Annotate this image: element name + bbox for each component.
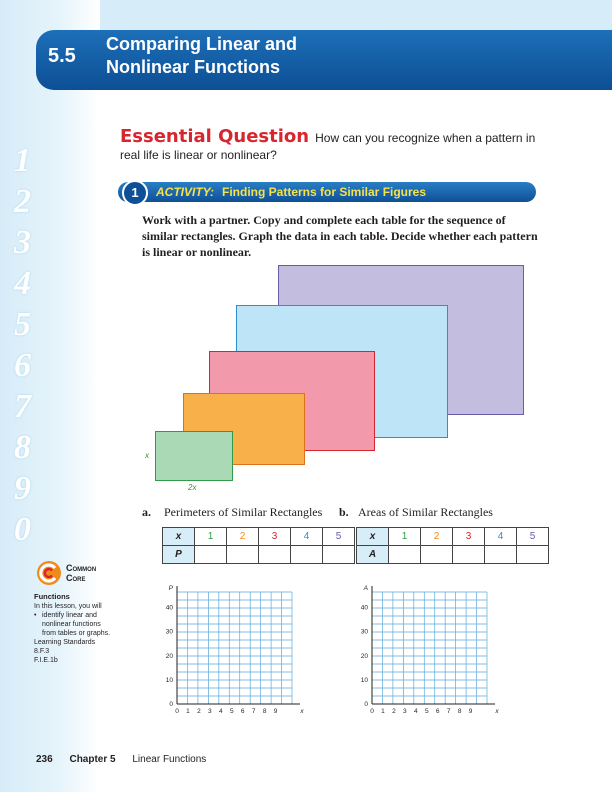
width-label: 2x [188, 483, 197, 492]
y-axis-label: P [168, 585, 173, 592]
x-tick-label: 6 [240, 708, 245, 715]
perimeter-graph[interactable] [155, 582, 305, 722]
x-tick-label: 8 [262, 708, 267, 715]
margin-digits [14, 140, 74, 550]
part-b-title: Areas of Similar Rectangles [358, 505, 493, 519]
margin-digit: 4 [14, 265, 31, 302]
margin-digit: 5 [14, 306, 31, 343]
x-tick-label: 9 [468, 708, 473, 715]
margin-digit: 6 [14, 347, 31, 384]
rectangle-1 [155, 431, 233, 481]
x-tick-label: 9 [273, 708, 278, 715]
table-cell: 5 [517, 528, 549, 546]
y-tick-label: 40 [360, 604, 368, 612]
y-tick-label: 10 [360, 676, 368, 684]
margin-digit: 9 [14, 470, 31, 507]
y-tick-label: 30 [360, 628, 368, 636]
table-cell: 4 [291, 528, 323, 546]
section-title [106, 33, 297, 79]
part-a-letter: a. [142, 505, 151, 519]
x-tick-label: 4 [219, 708, 223, 715]
table-input-cell[interactable] [389, 546, 421, 564]
y-tick-label: 20 [165, 652, 173, 660]
x-tick-label: 2 [392, 708, 396, 715]
table-header-cell: x [357, 528, 389, 546]
part-b-letter: b. [339, 505, 349, 519]
x-tick-label: 3 [208, 708, 212, 715]
x-tick-label: 0 [175, 708, 179, 715]
page-number: 236 [36, 754, 53, 765]
sidebar-bullet: • identify linear and nonlinear functions from tables or graphs. [34, 612, 111, 637]
x-tick-label: 6 [435, 708, 440, 715]
x-tick-label: 0 [370, 708, 374, 715]
table-input-cell[interactable] [485, 546, 517, 564]
table-cell: 5 [323, 528, 355, 546]
x-axis-label: x [300, 708, 304, 715]
table-input-cell[interactable] [227, 546, 259, 564]
table-header-cell: x [163, 528, 195, 546]
y-tick-label: 20 [360, 652, 368, 660]
x-tick-label: 2 [197, 708, 201, 715]
table-header-cell: A [357, 546, 389, 564]
table-input-cell[interactable] [259, 546, 291, 564]
common-core-logo-icon [36, 560, 62, 586]
common-core-title [66, 563, 96, 583]
table-input-cell[interactable] [195, 546, 227, 564]
essential-question-label: Essential Question [120, 126, 310, 147]
x-tick-label: 5 [424, 708, 429, 715]
y-tick-label: 30 [165, 628, 173, 636]
table-row [357, 528, 549, 546]
chapter-label: Chapter 5 [69, 754, 116, 765]
table-cell: 4 [485, 528, 517, 546]
table-input-cell[interactable] [323, 546, 355, 564]
standards-sidebar [34, 592, 114, 665]
page-footer [36, 754, 206, 765]
y-tick-label: 40 [165, 604, 173, 612]
table-input-cell[interactable] [517, 546, 549, 564]
table-header-cell: P [163, 546, 195, 564]
table-input-cell[interactable] [421, 546, 453, 564]
section-title-line1: Comparing Linear and [106, 34, 298, 54]
x-tick-label: 5 [229, 708, 234, 715]
table-input-cell[interactable] [453, 546, 485, 564]
margin-digit: 0 [14, 511, 31, 548]
y-tick-label: 10 [165, 676, 173, 684]
learning-standard: 8.F.3 [34, 648, 50, 655]
table-cell: 1 [195, 528, 227, 546]
y-axis-label: A [363, 585, 368, 592]
x-tick-label: 4 [414, 708, 418, 715]
margin-digit: 8 [14, 429, 31, 466]
height-label: x [145, 451, 149, 460]
area-table [356, 527, 549, 564]
y-tick-label: 0 [364, 701, 368, 708]
part-a-title: Perimeters of Similar Rectangles [164, 505, 323, 519]
x-tick-label: 7 [446, 708, 451, 715]
activity-number: 1 [122, 180, 148, 206]
x-tick-label: 8 [457, 708, 462, 715]
essential-question-text: How can you recognize when a pattern in real life is linear or nonlinear? [120, 131, 536, 162]
margin-digit: 1 [14, 142, 31, 179]
learning-standard: F.I.E.1b [34, 657, 58, 664]
y-tick-label: 0 [169, 701, 173, 708]
common-core-line2: Core [66, 573, 86, 583]
section-title-line2: Nonlinear Functions [106, 57, 281, 77]
common-core-line1: Common [66, 563, 97, 573]
margin-digit: 7 [14, 388, 31, 425]
table-cell: 1 [389, 528, 421, 546]
learning-standards-label: Learning Standards [34, 639, 96, 646]
x-tick-label: 3 [403, 708, 407, 715]
sidebar-heading: Functions [34, 592, 70, 601]
activity-label: ACTIVITY: [156, 185, 215, 199]
perimeter-table [162, 527, 355, 564]
area-graph[interactable] [350, 582, 500, 722]
table-row [163, 546, 355, 564]
x-tick-label: 7 [251, 708, 256, 715]
table-cell: 2 [421, 528, 453, 546]
margin-digit: 2 [14, 183, 31, 220]
x-axis-label: x [495, 708, 499, 715]
table-row [357, 546, 549, 564]
table-row [163, 528, 355, 546]
table-cell: 3 [453, 528, 485, 546]
activity-instructions: Work with a partner. Copy and complete each table for the sequence of similar rectangles. Graph the data in each table. Decide whether each pattern is linear or nonlinear. [142, 213, 538, 259]
table-cell: 2 [227, 528, 259, 546]
chapter-title: Linear Functions [132, 754, 207, 765]
section-number: 5.5 [48, 45, 76, 67]
table-cell: 3 [259, 528, 291, 546]
margin-digit: 3 [14, 224, 31, 261]
x-tick-label: 1 [186, 708, 190, 715]
activity-title: Finding Patterns for Similar Figures [222, 185, 427, 199]
sidebar-intro: In this lesson, you will [34, 603, 102, 610]
table-input-cell[interactable] [291, 546, 323, 564]
essential-question [120, 128, 540, 164]
x-tick-label: 1 [381, 708, 385, 715]
